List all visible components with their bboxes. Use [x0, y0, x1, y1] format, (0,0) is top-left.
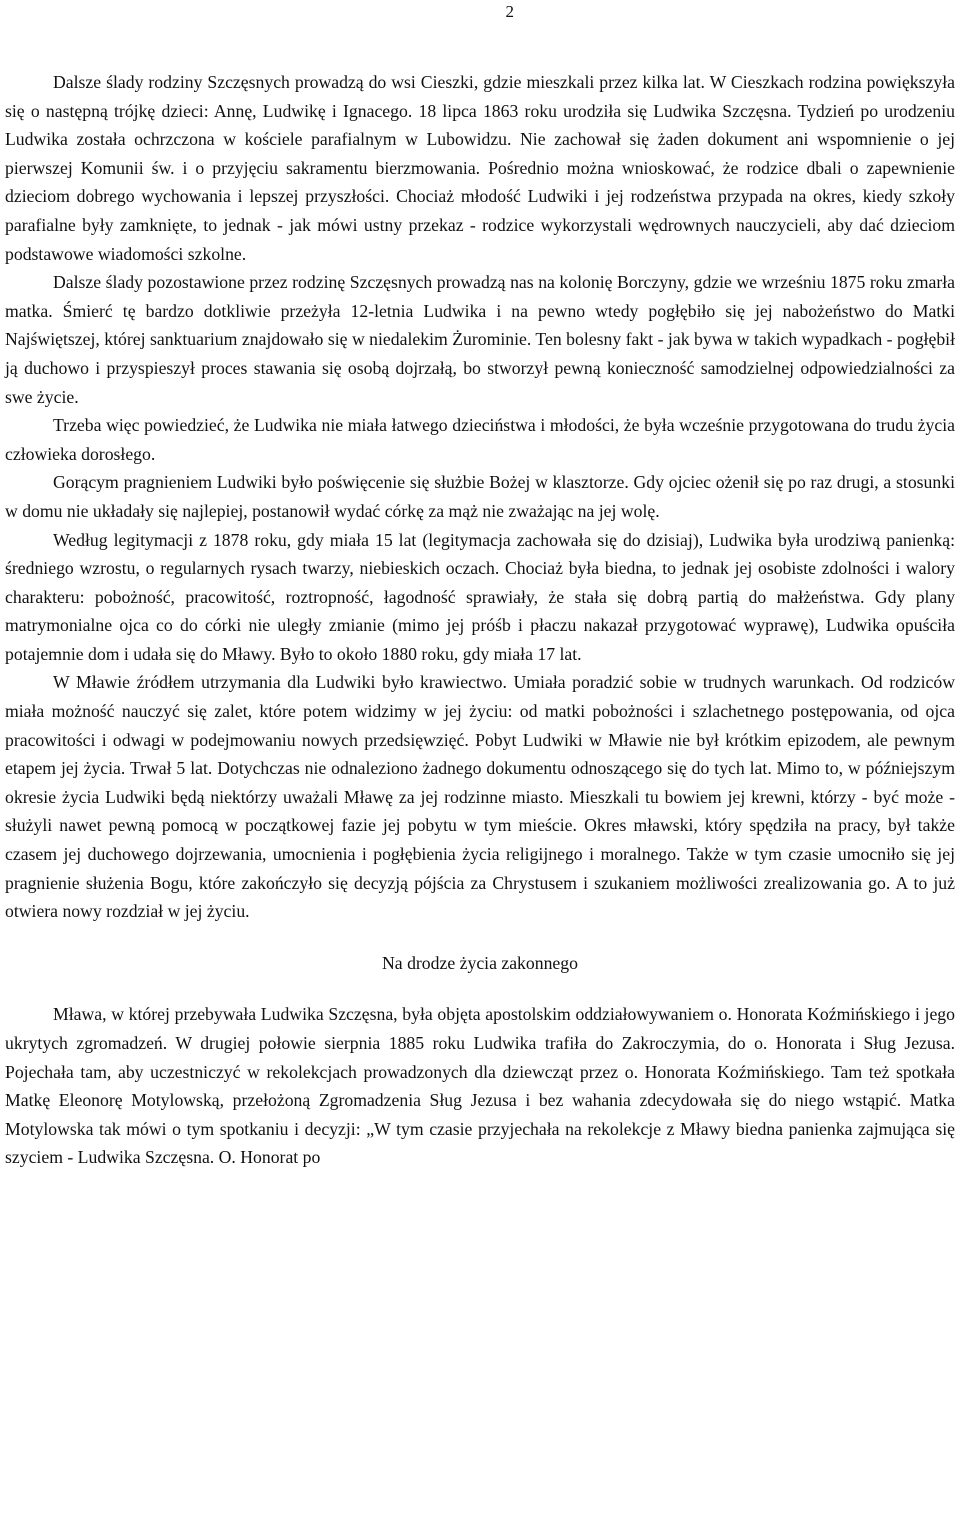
document-body — [5, 68, 955, 1172]
page-number: 2 — [505, 2, 514, 21]
section-heading: Na drodze życia zakonnego — [382, 952, 578, 973]
paragraph-5: Według legitymacji z 1878 roku, gdy miała 15 lat (legitymacja zachowała się do dzisiaj), Ludwika była urodziwą panienką: średniego wzrostu, o regularnych rysach twarzy, niebieskich oczach. Chociaż była biedna, to jednak jej osobiste zdolności i walory charakteru: pobożność, pracowitość, roztropność, łagodność sprawiały, że stała się dobrą partią do małżeństwa. Gdy plany matrymonialne ojca co do córki nie uległy zmianie (mimo jej próśb i płaczu nakazał przygotować wyprawę), Ludwika opuściła potajemnie dom i udała się do Mławy. Było to około 1880 roku, gdy miała 17 lat. — [5, 529, 955, 664]
paragraph-4: Gorącym pragnieniem Ludwiki było poświęcenie się służbie Bożej w klasztorze. Gdy ojciec ożenił się po raz drugi, a stosunki w domu nie układały się najlepiej, postanowił wydać córkę za mąż nie zważając na jej wolę. — [5, 472, 955, 521]
paragraph-2: Dalsze ślady pozostawione przez rodzinę Szczęsnych prowadzą nas na kolonię Borczyny, gdzie we wrześniu 1875 roku zmarła matka. Śmierć tę bardzo dotkliwie przeżyła 12-letnia Ludwika i na pewno wtedy pogłębiło się jej nabożeństwo do Matki Najświętszej, której sanktuarium znajdowało się w niedalekim Żurominie. Ten bolesny fakt - jak bywa w takich wypadkach - pogłębił ją duchowo i przyspieszył proces stawania się osobą dojrzałą, bo stworzył pewną konieczność samodzielnej odpowiedzialności za swe życie. — [5, 272, 955, 407]
paragraph-6: W Mławie źródłem utrzymania dla Ludwiki było krawiectwo. Umiała poradzić sobie w trudnych warunkach. Od rodziców miała możność nauczyć się zalet, które potem widzimy w jej życiu: od matki pobożności i szlachetnego postępowania, od ojca pracowitości i odwagi w podejmowaniu nowych przedsięwzięć. Pobyt Ludwiki w Mławie nie był krótkim epizodem, ale pewnym etapem jej życia. Trwał 5 lat. Dotychczas nie odnaleziono żadnego dokumentu odnoszącego się do tych lat. Mimo to, w późniejszym okresie życia Ludwiki będą niektórzy uważali Mławę za jej rodzinne miasto. Mieszkali tu bowiem jej krewni, którzy - być może - służyli nawet pewną pomocą w początkowej fazie jej pobytu w tym mieście. Okres mławski, który spędziła na pracy, był także czasem jej duchowego dojrzewania, umocnienia i pogłębienia życia religijnego i moralnego. Także w tym czasie umocniło się jej pragnienie służenia Bogu, które zakończyło się decyzją pójścia za Chrystusem i szukaniem możliwości zrealizowania go. A to już otwiera nowy rozdział w jej życiu. — [5, 672, 955, 922]
paragraph-3: Trzeba więc powiedzieć, że Ludwika nie miała łatwego dzieciństwa i młodości, że była wcześnie przygotowana do trudu życia człowieka dorosłego. — [5, 415, 955, 464]
paragraph-7: Mława, w której przebywała Ludwika Szczęsna, była objęta apostolskim oddziałowywaniem o. Honorata Koźmińskiego i jego ukrytych zgromadzeń. W drugiej połowie sierpnia 1885 roku Ludwika trafiła do Zakroczymia, do o. Honorata i Sług Jezusa. Pojechała tam, aby uczestniczyć w rekolekcjach prowadzonych dla dziewcząt przez o. Honorata Koźmińskiego. Tam też spotkała Matkę Eleonorę Motylowską, przełożoną Zgromadzenia Sług Jezusa i bez wahania zdecydowała się do niego wstąpić. Matka Motylowska tak mówi o tym spotkaniu i decyzji: „W tym czasie przyjechała na rekolekcje z Mławy biedna panienka zajmująca się szyciem - Ludwika Szczęsna. O. Honorat po — [5, 1004, 955, 1168]
paragraph-1: Dalsze ślady rodziny Szczęsnych prowadzą do wsi Cieszki, gdzie mieszkali przez kilka lat. W Cieszkach rodzina powiększyła się o następną trójkę dzieci: Annę, Ludwikę i Ignacego. 18 lipca 1863 roku urodziła się Ludwika Szczęsna. Tydzień po urodzeniu Ludwika została ochrzczona w kościele parafialnym w Lubowidzu. Nie zachował się żaden dokument ani wspomnienie o jej pierwszej Komunii św. i o przyjęciu sakramentu bierzmowania. Pośrednio można wnioskować, że rodzice dbali o zapewnienie dzieciom dobrego wychowania i lepszej przyszłości. Chociaż młodość Ludwiki i jej rodzeństwa przypada na okres, kiedy szkoły parafialne były zamknięte, to jednak - jak mówi ustny przekaz - rodzice wykorzystali wędrownych nauczycieli, aby dać dzieciom podstawowe wiadomości szkolne. — [5, 72, 955, 264]
